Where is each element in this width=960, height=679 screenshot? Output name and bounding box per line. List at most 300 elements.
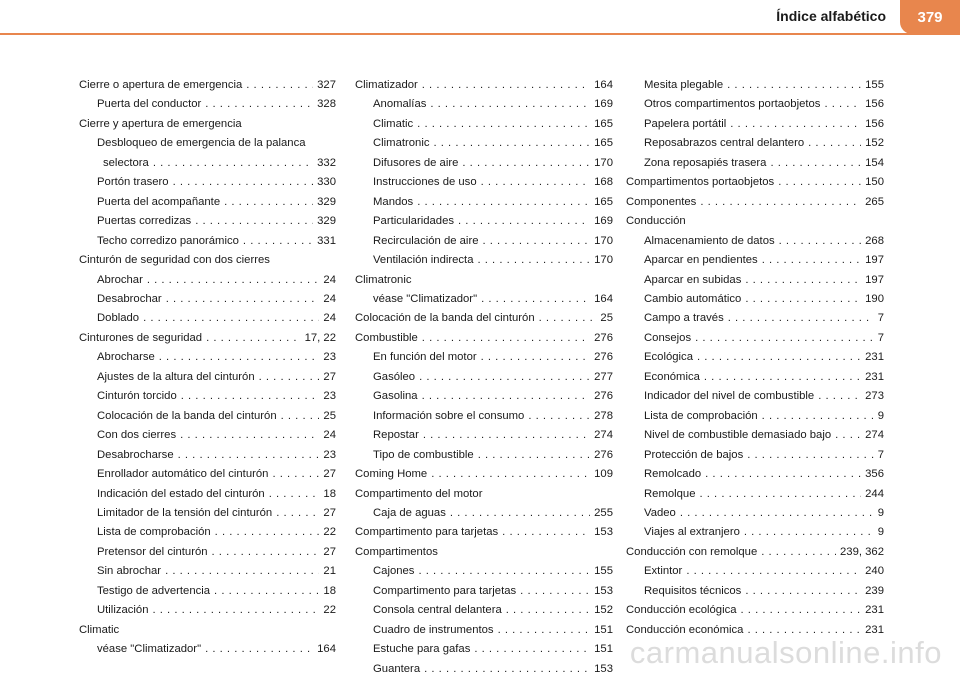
dot-leader [246, 76, 313, 95]
index-entry-page: 240 [865, 565, 884, 578]
index-entry [79, 543, 336, 562]
index-entry [626, 562, 884, 581]
dot-leader [153, 154, 313, 173]
index-entry [626, 271, 884, 290]
dot-leader [450, 504, 590, 523]
dot-leader [705, 465, 861, 484]
dot-leader [474, 640, 590, 659]
dot-leader [276, 504, 319, 523]
index-entry-page: 268 [865, 234, 884, 247]
index-entry-term: Lista de comprobación [644, 409, 758, 422]
dot-leader [686, 562, 861, 581]
dot-leader [745, 290, 861, 309]
index-entry-term: véase "Climatizador" [373, 292, 478, 305]
index-entry [355, 154, 613, 173]
dot-leader [745, 271, 861, 290]
dot-leader [212, 543, 320, 562]
index-entry [355, 407, 613, 426]
index-entry-term: Protección de bajos [644, 448, 744, 461]
dot-leader [770, 154, 861, 173]
dot-leader [747, 446, 873, 465]
index-entry-page: 152 [594, 604, 613, 617]
index-entry [355, 387, 613, 406]
index-entry [355, 368, 613, 387]
index-entry [79, 582, 336, 601]
index-entry-term: Compartimentos portaobjetos [626, 176, 775, 189]
index-entry [79, 523, 336, 542]
index-entry-page: 27 [323, 370, 336, 383]
index-entry-page: 24 [323, 312, 336, 325]
index-entry-page: 154 [865, 156, 884, 169]
dot-leader [147, 271, 320, 290]
index-entry-page: 231 [865, 604, 884, 617]
dot-leader [481, 348, 591, 367]
index-entry-term: Cinturón de seguridad con dos cierres [79, 254, 270, 267]
dot-leader [434, 134, 591, 153]
index-entry-term: Reposabrazos central delantero [644, 137, 805, 150]
index-entry-page: 23 [323, 448, 336, 461]
index-entry-page: 27 [323, 545, 336, 558]
index-entry [79, 309, 336, 328]
index-entry [355, 271, 613, 290]
index-entry-term: Vadeo [644, 506, 676, 519]
index-entry [355, 329, 613, 348]
index-entry [79, 290, 336, 309]
index-entry [355, 426, 613, 445]
index-entry [79, 504, 336, 523]
index-entry-term: Coming Home [355, 468, 428, 481]
index-entry [355, 504, 613, 523]
index-entry-page: 276 [594, 448, 613, 461]
dot-leader [528, 407, 590, 426]
index-entry-term: Desabrocharse [97, 448, 174, 461]
index-entry [79, 562, 336, 581]
index-entry [355, 193, 613, 212]
index-entry-term: Abrocharse [97, 351, 155, 364]
index-entry-term: Estuche para gafas [373, 643, 471, 656]
index-entry-page: 155 [594, 565, 613, 578]
dot-leader [700, 485, 862, 504]
dot-leader [808, 134, 861, 153]
dot-leader [498, 621, 591, 640]
dot-leader [424, 660, 590, 679]
dot-leader [741, 601, 862, 620]
index-entry-term: selectora [103, 156, 149, 169]
index-entry-page: 231 [865, 370, 884, 383]
index-entry-page: 9 [877, 506, 884, 519]
index-entry-term: Otros compartimentos portaobjetos [644, 98, 821, 111]
index-entry [79, 251, 336, 270]
index-entry-term: Puertas corredizas [97, 215, 192, 228]
index-entry-page: 153 [594, 662, 613, 675]
dot-leader [697, 348, 861, 367]
index-entry-term: Ajustes de la altura del cinturón [97, 370, 255, 383]
index-entry-term: Compartimentos [355, 545, 438, 558]
index-entry [79, 465, 336, 484]
index-entry [626, 465, 884, 484]
index-entry [626, 232, 884, 251]
index-entry [79, 621, 336, 640]
dot-leader [762, 251, 861, 270]
index-entry [626, 115, 884, 134]
dot-leader [778, 173, 861, 192]
index-entry-term: Aparcar en pendientes [644, 254, 758, 267]
index-entry-page: 17, 22 [304, 331, 336, 344]
index-entry-term: Climatronic [355, 273, 412, 286]
index-entry-page: 331 [317, 234, 336, 247]
index-entry [626, 154, 884, 173]
index-entry [355, 640, 613, 659]
index-entry [626, 329, 884, 348]
dot-leader [700, 193, 861, 212]
index-entry-page: 197 [865, 273, 884, 286]
index-entry-term: Papelera portátil [644, 117, 727, 130]
index-entry-term: Cuadro de instrumentos [373, 623, 494, 636]
dot-leader [539, 309, 597, 328]
index-entry-page: 164 [594, 292, 613, 305]
index-entry [79, 348, 336, 367]
dot-leader [418, 562, 590, 581]
index-entry [626, 601, 884, 620]
index-entry-page: 169 [594, 215, 613, 228]
dot-leader [824, 95, 861, 114]
index-entry-term: Anomalías [373, 98, 427, 111]
index-entry-page: 168 [594, 176, 613, 189]
index-entry-term: Particularidades [373, 215, 455, 228]
index-entry-page: 7 [877, 448, 884, 461]
index-entry-page: 156 [865, 98, 884, 111]
index-entry-page: 27 [323, 506, 336, 519]
index-entry-term: Remolcado [644, 468, 702, 481]
dot-leader [143, 309, 319, 328]
dot-leader [745, 582, 861, 601]
dot-leader [205, 95, 313, 114]
index-entry-term: Abrochar [97, 273, 143, 286]
dot-leader [159, 348, 320, 367]
index-entry [79, 368, 336, 387]
dot-leader [281, 407, 320, 426]
index-entry-term: Campo a través [644, 312, 724, 325]
dot-leader [462, 154, 590, 173]
dot-leader [269, 485, 320, 504]
dot-leader [423, 426, 590, 445]
index-entry-term: Indicador del nivel de combustible [644, 390, 815, 403]
dot-leader [483, 232, 591, 251]
index-entry-term: Cierre y apertura de emergencia [79, 117, 242, 130]
index-entry-term: Extintor [644, 565, 683, 578]
index-entry-page: 109 [594, 468, 613, 481]
dot-leader [727, 76, 861, 95]
dot-leader [680, 504, 874, 523]
index-entry [79, 601, 336, 620]
index-entry-page: 7 [877, 312, 884, 325]
index-entry-page: 22 [323, 526, 336, 539]
index-entry [626, 95, 884, 114]
dot-leader [704, 368, 861, 387]
index-entry-term: Compartimento del motor [355, 487, 483, 500]
index-entry-term: Mandos [373, 195, 414, 208]
index-entry [355, 251, 613, 270]
dot-leader [422, 387, 591, 406]
index-entry-term: Aparcar en subidas [644, 273, 742, 286]
index-entry-page: 24 [323, 292, 336, 305]
index-entry-term: Utilización [97, 604, 149, 617]
index-column-3 [626, 76, 884, 640]
index-entry-page: 170 [594, 156, 613, 169]
index-entry-page: 151 [594, 623, 613, 636]
dot-leader [181, 387, 320, 406]
index-entry [79, 446, 336, 465]
dot-leader [728, 309, 874, 328]
index-entry-term: Mesita plegable [644, 79, 724, 91]
index-entry-term: Cierre o apertura de emergencia [79, 79, 243, 91]
dot-leader [206, 329, 300, 348]
index-entry-page: 274 [594, 429, 613, 442]
index-entry-page: 155 [865, 79, 884, 91]
index-entry [355, 348, 613, 367]
index-entry-term: Zona reposapiés trasera [644, 156, 767, 169]
index-entry [355, 290, 613, 309]
dot-leader [417, 115, 590, 134]
dot-leader [779, 232, 862, 251]
index-entry-term: Desbloqueo de emergencia de la palanca [97, 137, 306, 150]
page-number-tab [900, 0, 960, 34]
index-entry-term: En función del motor [373, 351, 477, 364]
index-entry-page: 165 [594, 137, 613, 150]
dot-leader [422, 329, 590, 348]
index-entry-term: Cambio automático [644, 292, 742, 305]
index-entry-term: Conducción [626, 215, 686, 228]
dot-leader [417, 193, 590, 212]
dot-leader [818, 387, 861, 406]
index-entry-page: 329 [317, 195, 336, 208]
dot-leader [272, 465, 319, 484]
index-entry-page: 151 [594, 643, 613, 656]
index-entry [355, 232, 613, 251]
index-entry [626, 543, 884, 562]
index-entry-page: 190 [865, 292, 884, 305]
index-entry-term: Pretensor del cinturón [97, 545, 208, 558]
index-entry-page: 24 [323, 429, 336, 442]
index-entry [355, 309, 613, 328]
index-entry-page: 24 [323, 273, 336, 286]
index-entry-term: Indicación del estado del cinturón [97, 487, 265, 500]
index-entry-term: Climatizador [355, 79, 418, 91]
index-entry-term: Doblado [97, 312, 140, 325]
dot-leader [520, 582, 590, 601]
index-entry [79, 134, 336, 153]
index-entry [79, 407, 336, 426]
index-entry-term: Consola central delantera [373, 604, 502, 617]
index-entry-page: 328 [317, 98, 336, 111]
dot-leader [430, 95, 590, 114]
index-entry-term: Climatic [373, 117, 414, 130]
index-entry [355, 173, 613, 192]
index-entry-page: 9 [877, 409, 884, 422]
index-entry-term: Almacenamiento de datos [644, 234, 775, 247]
index-entry-term: Testigo de advertencia [97, 584, 211, 597]
index-entry-page: 169 [594, 98, 613, 111]
index-entry-page: 27 [323, 468, 336, 481]
index-entry-page: 273 [865, 390, 884, 403]
index-entry-page: 23 [323, 390, 336, 403]
index-entry-page: 329 [317, 215, 336, 228]
index-entry-term: Climatronic [373, 137, 430, 150]
index-entry-term: Gasolina [373, 390, 418, 403]
index-entry [355, 621, 613, 640]
index-entry-term: Información sobre el consumo [373, 409, 525, 422]
index-entry [79, 485, 336, 504]
index-entry-term: Compartimento para tarjetas [355, 526, 499, 539]
index-entry-page: 152 [865, 137, 884, 150]
index-entry-page: 153 [594, 584, 613, 597]
index-entry [626, 407, 884, 426]
index-entry-term: Desabrochar [97, 292, 162, 305]
dot-leader [422, 76, 590, 95]
dot-leader [762, 407, 874, 426]
index-entry [355, 76, 613, 95]
index-entry [626, 76, 884, 95]
index-entry-term: Económica [644, 370, 700, 383]
index-entry-term: Componentes [626, 195, 697, 208]
index-entry-term: Ecológica [644, 351, 693, 364]
index-entry-term: Sin abrochar [97, 565, 162, 578]
index-entry-page: 150 [865, 176, 884, 189]
index-entry [79, 387, 336, 406]
index-entry-page: 278 [594, 409, 613, 422]
index-entry [355, 134, 613, 153]
index-entry-page: 9 [877, 526, 884, 539]
index-entry [79, 193, 336, 212]
index-entry-term: Conducción económica [626, 623, 744, 636]
index-entry-term: Difusores de aire [373, 156, 459, 169]
header-rule [0, 33, 960, 35]
index-entry [626, 290, 884, 309]
index-entry-term: Compartimento para tarjetas [373, 584, 517, 597]
index-entry [79, 76, 336, 95]
index-entry-page: 153 [594, 526, 613, 539]
index-entry [626, 193, 884, 212]
dot-leader [477, 251, 590, 270]
index-entry-page: 22 [323, 604, 336, 617]
index-entry [355, 562, 613, 581]
index-entry [626, 426, 884, 445]
index-entry [626, 173, 884, 192]
dot-leader [166, 290, 320, 309]
watermark: carmanualsonline.info [629, 635, 942, 670]
dot-leader [152, 601, 319, 620]
index-entry-page: 327 [317, 79, 336, 91]
dot-leader [481, 290, 590, 309]
index-entry-term: Puerta del conductor [97, 98, 202, 111]
index-entry-term: Cinturones de seguridad [79, 331, 203, 344]
index-entry-page: 274 [865, 429, 884, 442]
index-entry-term: Nivel de combustible demasiado bajo [644, 429, 832, 442]
index-entry [355, 543, 613, 562]
dot-leader [481, 173, 591, 192]
index-entry-page: 18 [323, 584, 336, 597]
index-entry [626, 387, 884, 406]
index-entry-page: 276 [594, 351, 613, 364]
dot-leader [419, 368, 590, 387]
index-entry [626, 212, 884, 231]
index-entry [355, 465, 613, 484]
index-entry [355, 582, 613, 601]
index-entry-term: Cinturón torcido [97, 390, 177, 403]
index-entry-page: 244 [865, 487, 884, 500]
index-entry-page: 197 [865, 254, 884, 267]
index-entry-term: Requisitos técnicos [644, 584, 742, 597]
index-entry-page: 330 [317, 176, 336, 189]
index-entry [626, 523, 884, 542]
index-entry-term: Techo corredizo panorámico [97, 234, 239, 247]
index-entry [626, 504, 884, 523]
index-entry-term: Colocación de la banda del cinturón [97, 409, 277, 422]
index-entry-page: 239, 362 [840, 545, 884, 558]
page-header [0, 0, 960, 34]
index-entry-page: 231 [865, 351, 884, 364]
index-entry [355, 95, 613, 114]
index-entry-term: Caja de aguas [373, 506, 446, 519]
index-entry-page: 277 [594, 370, 613, 383]
index-entry-term: Gasóleo [373, 370, 416, 383]
dot-leader [761, 543, 836, 562]
index-column-2 [355, 76, 613, 679]
index-entry-page: 156 [865, 117, 884, 130]
dot-leader [431, 465, 590, 484]
index-entry [626, 348, 884, 367]
index-entry-term: Lista de comprobación [97, 526, 211, 539]
index-entry-term: Combustible [355, 331, 418, 344]
index-entry [626, 309, 884, 328]
dot-leader [259, 368, 320, 387]
index-entry-page: 165 [594, 195, 613, 208]
index-entry-page: 276 [594, 390, 613, 403]
dot-leader [730, 115, 861, 134]
dot-leader [195, 212, 313, 231]
index-entry [626, 368, 884, 387]
index-entry-term: Ventilación indirecta [373, 254, 474, 267]
dot-leader [178, 446, 320, 465]
index-entry-page: 239 [865, 584, 884, 597]
index-entry-page: 255 [594, 506, 613, 519]
index-entry-term: Limitador de la tensión del cinturón [97, 506, 273, 519]
dot-leader [214, 582, 319, 601]
index-entry-page: 23 [323, 351, 336, 364]
index-entry [79, 173, 336, 192]
index-entry [355, 523, 613, 542]
dot-leader [243, 232, 313, 251]
index-entry [79, 271, 336, 290]
dot-leader [502, 523, 590, 542]
index-entry [79, 95, 336, 114]
index-entry-page: 170 [594, 254, 613, 267]
index-entry-page: 265 [865, 195, 884, 208]
index-entry [355, 485, 613, 504]
index-entry [626, 485, 884, 504]
dot-leader [506, 601, 590, 620]
index-entry-term: Colocación de la banda del cinturón [355, 312, 535, 325]
index-entry-term: Conducción ecológica [626, 604, 737, 617]
index-entry [355, 212, 613, 231]
index-entry-term: Instrucciones de uso [373, 176, 477, 189]
index-entry [355, 601, 613, 620]
index-entry-term: Climatic [79, 623, 120, 636]
index-entry [79, 329, 336, 348]
index-entry-page: 25 [323, 409, 336, 422]
index-entry-page: 21 [323, 565, 336, 578]
index-entry-page: 164 [317, 643, 336, 656]
